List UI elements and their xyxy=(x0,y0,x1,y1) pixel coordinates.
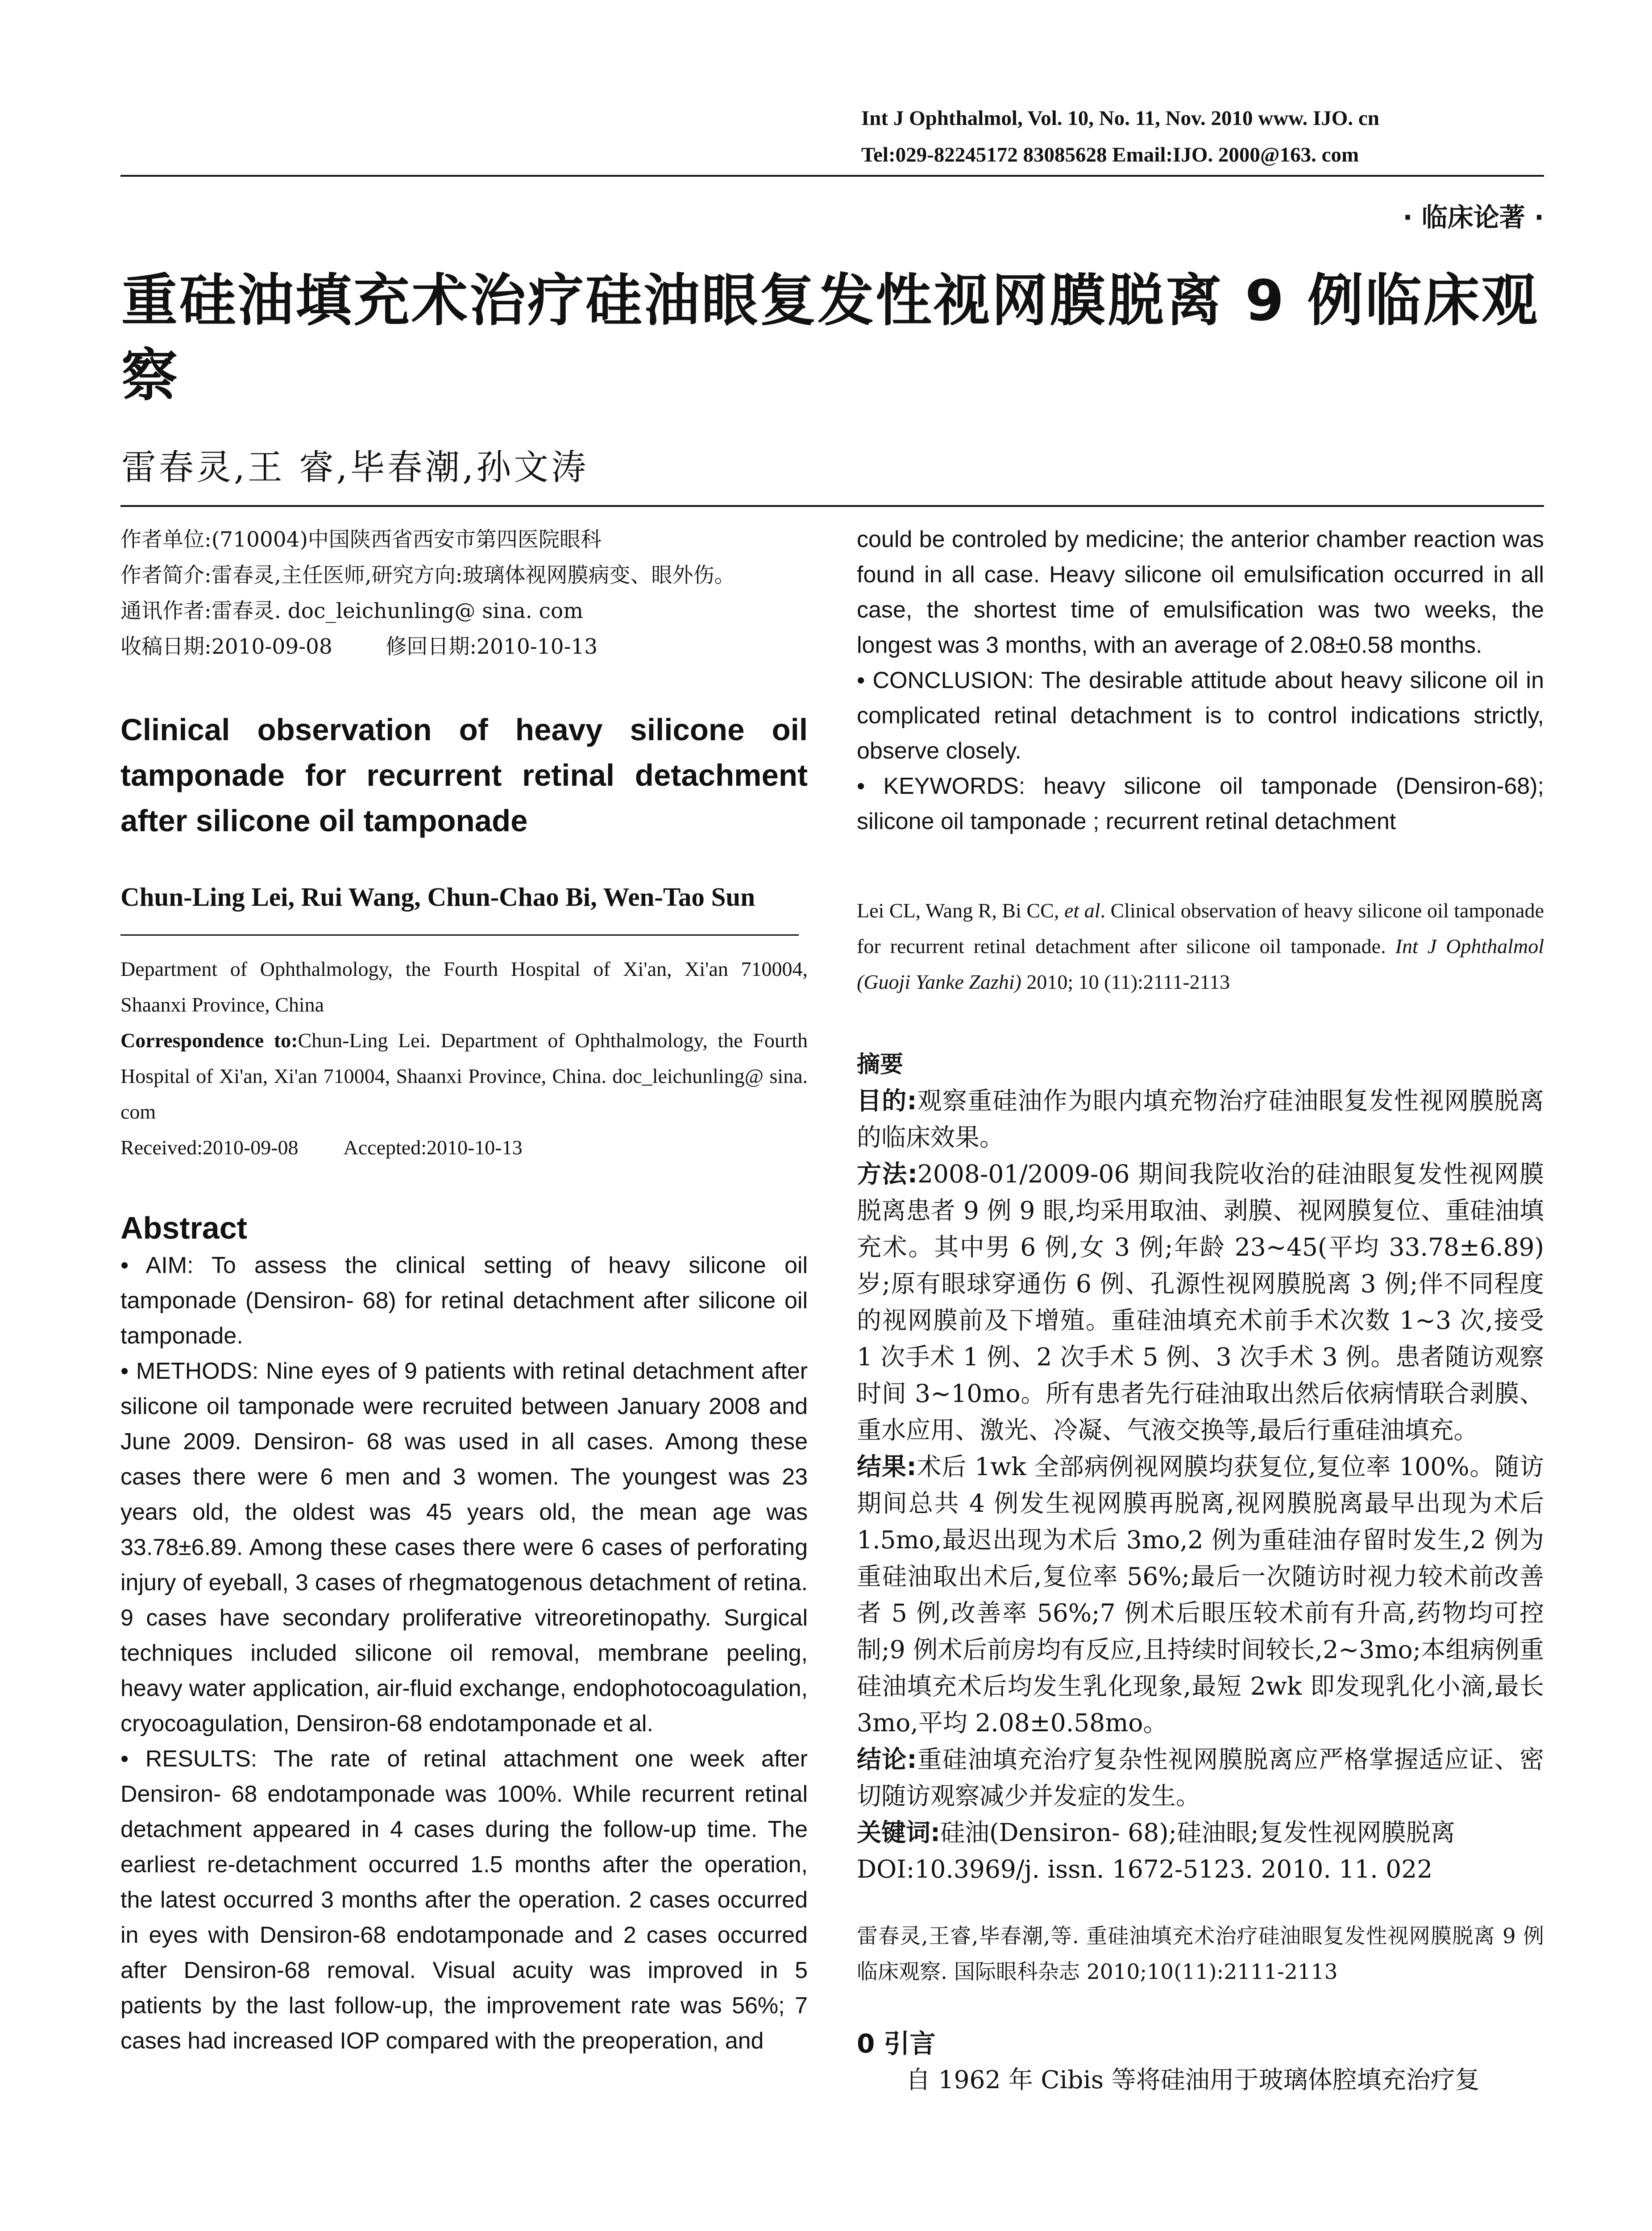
right-column xyxy=(857,522,1544,2098)
conclusion-label-cn: 结论: xyxy=(857,1745,917,1774)
doi: DOI:10.3969/j. issn. 1672-5123. 2010. 11. 022 xyxy=(857,1855,1433,1883)
title-rule xyxy=(120,505,1544,507)
department-en: Department of Ophthalmology, the Fourth Hospital of Xi'an, Xi'an 710004, Shaanxi Province, China xyxy=(120,958,808,1016)
abstract-heading: Abstract xyxy=(120,1211,247,1245)
abstract-results-continued: could be controled by medicine; the anterior chamber reaction was found in all case. Heavy silicone oil emulsification occurred in all case, the shortest time of emulsification was two weeks, the longest was 3 months, with an average of 2.08±0.58 months. xyxy=(857,527,1544,658)
citation-en-authors: Lei CL, Wang R, Bi CC, xyxy=(857,899,1064,922)
abstract-cn-methods xyxy=(857,1156,1544,1448)
intro-text: 自 1962 年 Cibis 等将硅油用于玻璃体腔填充治疗复 xyxy=(906,2065,1480,2094)
citation-en-volume: 2010; 10 (11):2111-2113 xyxy=(1021,970,1230,993)
affiliation-en xyxy=(120,951,808,1165)
journal-line: Int J Ophthalmol, Vol. 10, No. 11, Nov. 2010 www. IJO. cn xyxy=(861,107,1379,130)
abstract-methods: • METHODS: Nine eyes of 9 patients with retinal detachment after silicone oil tamponade were recruited between January 2008 and June 2009. Densiron- 68 was used in all cases. Among these cases there were 6 men and 3 women. The youngest was 23 years old, the oldest was 45 years old, the mean age was 33.78±6.89. Among these cases there were 6 cases of perforating injury of eyeball, 3 cases of rhegmatogenous detachment of retina. 9 cases have secondary proliferative vitreoretinopathy. Surgical techniques included silicone oil removal, membrane peeling, heavy water application, air-fluid exchange, endophotocoagulation, cryocoagulation, Densiron-68 endotamponade et al. xyxy=(120,1358,808,1737)
authors-en: Chun-Ling Lei, Rui Wang, Chun-Chao Bi, Wen-Tao Sun xyxy=(120,882,755,912)
keywords-label-cn: 关键词: xyxy=(857,1818,940,1847)
abstract-body-continued xyxy=(857,522,1544,839)
abstract-cn-heading: 摘要 xyxy=(857,1051,904,1078)
abstract-conclusion: • CONCLUSION: The desirable attitude about heavy silicone oil in complicated retinal detachment is to control indications strictly, observe closely. xyxy=(857,668,1544,764)
header-rule xyxy=(120,175,1544,177)
abstract-cn-results xyxy=(857,1448,1544,1741)
affiliation-cn: 作者单位:(710004)中国陕西省西安市第四医院眼科 xyxy=(120,527,602,552)
correspondence-cn: 通讯作者:雷春灵. doc_leichunling@ sina. com xyxy=(120,599,583,623)
aim-text-cn: 观察重硅油作为眼内填充物治疗硅油眼复发性视网膜脱离的临床效果。 xyxy=(857,1086,1544,1152)
author-bio-cn: 作者简介:雷春灵,主任医师,研究方向:玻璃体视网膜病变、眼外伤。 xyxy=(120,563,735,588)
left-column xyxy=(120,522,808,2059)
article-title-en: Clinical observation of heavy silicone oil tamponade for recurrent retinal detachment after silicone oil tamponade xyxy=(120,713,808,838)
citation-en-title: . Clinical observation of heavy silicone oil tamponade for recurrent retinal detachment after silicone oil tamponade. xyxy=(857,899,1544,958)
abstract-cn-aim xyxy=(857,1082,1544,1156)
section-tag: · 临床论著 · xyxy=(1403,202,1544,232)
methods-text-cn: 2008-01/2009-06 期间我院收治的硅油眼复发性视网膜脱离患者 9 例 9 眼,均采用取油、剥膜、视网膜复位、重硅油填充术。其中男 6 例,女 3 例;年龄 23~45(平均 33.78±6.89)岁;原有眼球穿通伤 6 例、孔源性视网膜脱离 3 例;伴不同程度的视网膜前及下增殖。重硅油填充术前手术次数 1~3 次,接受 1 次手术 1 例、2 次手术 5 例、3 次手术 3 例。患者随访观察时间 3~10mo。所有患者先行硅油取出然后依病情联合剥膜、重水应用、激光、冷凝、气液交换等,最后行重硅油填充。 xyxy=(857,1160,1544,1444)
citation-en-etal: et al xyxy=(1064,899,1100,922)
correspondence-text: Chun-Ling Lei. Department of Ophthalmology, the Fourth Hospital of Xi'an, Xi'an 710004, Shaanxi Province, China. doc_leichunling@ sina. com xyxy=(120,1029,808,1123)
author-rule xyxy=(120,934,799,936)
correspondence-en xyxy=(120,1023,808,1130)
abstract-cn-conclusion xyxy=(857,1741,1544,1814)
abstract-body xyxy=(120,1248,808,2059)
correspondence-label: Correspondence to: xyxy=(120,1029,298,1052)
citation-en-journal: Int J Ophthalmol (Guoji Yanke Zazhi) xyxy=(857,935,1544,993)
results-text-cn: 术后 1wk 全部病例视网膜均获复位,复位率 100%。随访期间总共 4 例发生视网膜再脱离,视网膜脱离最早出现为术后 1.5mo,最迟出现为术后 3mo,2 例为重硅油存留时发生,2 例为重硅油取出术后,复位率 56%;最后一次随访时视力较术前改善者 5 例,改善率 56%;7 例术后眼压较术前有升高,药物均可控制;9 例术后前房均有反应,且持续时间较长,2~3mo;本组病例重硅油填充术后均发生乳化现象,最短 2wk 即发现乳化小滴,最长 3mo,平均 2.08±0.58mo。 xyxy=(857,1452,1544,1737)
dates-en: Received:2010-09-08 Accepted:2010-10-13 xyxy=(120,1136,523,1159)
results-label-cn: 结果: xyxy=(857,1452,917,1481)
intro-heading: 0 引言 xyxy=(857,2028,936,2059)
article-title-cn: 重硅油填充术治疗硅油眼复发性视网膜脱离 9 例临床观察 xyxy=(121,268,1540,408)
author-info-cn xyxy=(120,522,808,665)
contact-line: Tel:029-82245172 83085628 Email:IJO. 2000@163. com xyxy=(861,143,1359,166)
abstract-results: • RESULTS: The rate of retinal attachment one week after Densiron- 68 endotamponade was 100%. While recurrent retinal detachment appeared in 4 cases during the follow-up time. The earliest re-detachment occurred 1.5 months after the operation, the latest occurred 3 months after the operation. 2 cases occurred in eyes with Densiron-68 endotamponade and 2 cases occurred after Densiron-68 removal. Visual acuity was improved in 5 patients by the last follow-up, the improvement rate was 56%; 7 cases had increased IOP compared with the preoperation, and xyxy=(120,1746,808,2054)
abstract-aim: • AIM: To assess the clinical setting of heavy silicone oil tamponade (Densiron- 68) for retinal detachment after silicone oil tamponade. xyxy=(120,1252,808,1349)
citation-cn: 雷春灵,王睿,毕春潮,等. 重硅油填充术治疗硅油眼复发性视网膜脱离 9 例临床观察. 国际眼科杂志 2010;10(11):2111-2113 xyxy=(857,1924,1544,1984)
authors-cn: 雷春灵,王 睿,毕春潮,孙文涛 xyxy=(121,448,589,488)
citation-en xyxy=(857,893,1544,1000)
abstract-keywords: • KEYWORDS: heavy silicone oil tamponade (Densiron-68); silicone oil tamponade ; recurrent retinal detachment xyxy=(857,773,1544,834)
aim-label-cn: 目的: xyxy=(857,1086,917,1115)
abstract-cn-body xyxy=(857,1082,1544,1887)
keywords-text-cn: 硅油(Densiron- 68);硅油眼;复发性视网膜脱离 xyxy=(940,1818,1455,1847)
dates-cn: 收稿日期:2010-09-08 修回日期:2010-10-13 xyxy=(120,634,598,659)
abstract-cn-keywords xyxy=(857,1814,1544,1851)
conclusion-text-cn: 重硅油填充治疗复杂性视网膜脱离应严格掌握适应证、密切随访观察减少并发症的发生。 xyxy=(857,1745,1544,1810)
methods-label-cn: 方法: xyxy=(857,1160,917,1188)
